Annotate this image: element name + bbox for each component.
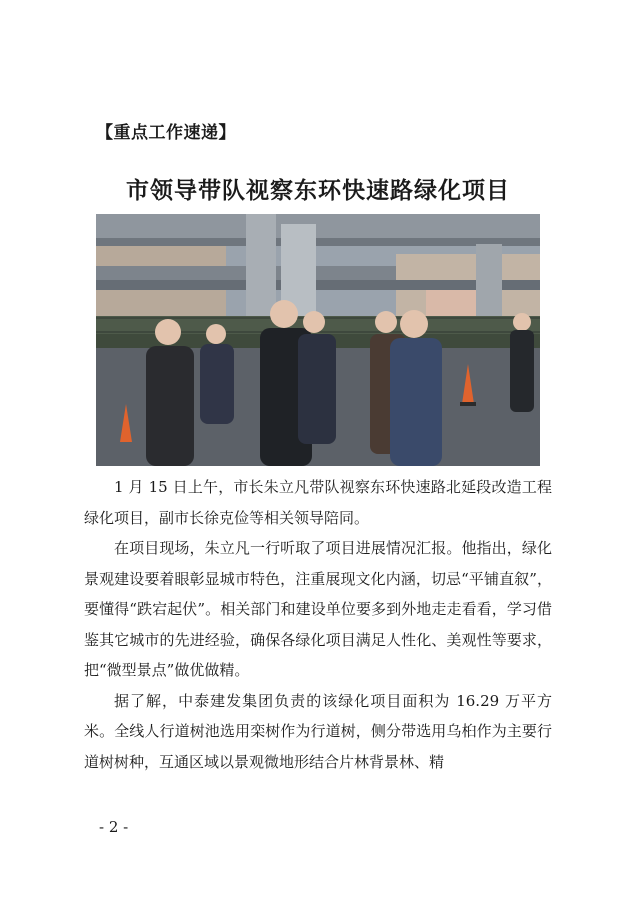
news-photo-illustration bbox=[96, 214, 540, 466]
paragraph: 在项目现场，朱立凡一行听取了项目进展情况汇报。他指出，绿化景观建设要着眼彰显城市特色，注重展现文化内涵，切忌“平铺直叙”，要懂得“跌宕起伏”。相关部门和建设单位要多到外地走走看看，学习借鉴其它城市的先进经验，确保各绿化项目满足人性化、美观性等要求，把“微型景点”做优做精。 bbox=[84, 539, 552, 679]
article-body bbox=[84, 472, 552, 777]
news-photo bbox=[96, 214, 540, 466]
section-tag: 【重点工作速递】 bbox=[96, 123, 236, 143]
article-title: 市领导带队视察东环快速路绿化项目 bbox=[126, 177, 510, 204]
paragraph: 1 月 15 日上午，市长朱立凡带队视察东环快速路北延段改造工程绿化项目，副市长徐克俭等相关领导陪同。 bbox=[84, 478, 552, 527]
paragraph: 据了解，中泰建发集团负责的该绿化项目面积为 16.29 万平方米。全线人行道树池选用栾树作为行道树，侧分带选用乌桕作为主要行道树树种，互通区域以景观微地形结合片林背景林、精 bbox=[84, 691, 552, 771]
page-number: - 2 - bbox=[99, 818, 129, 836]
